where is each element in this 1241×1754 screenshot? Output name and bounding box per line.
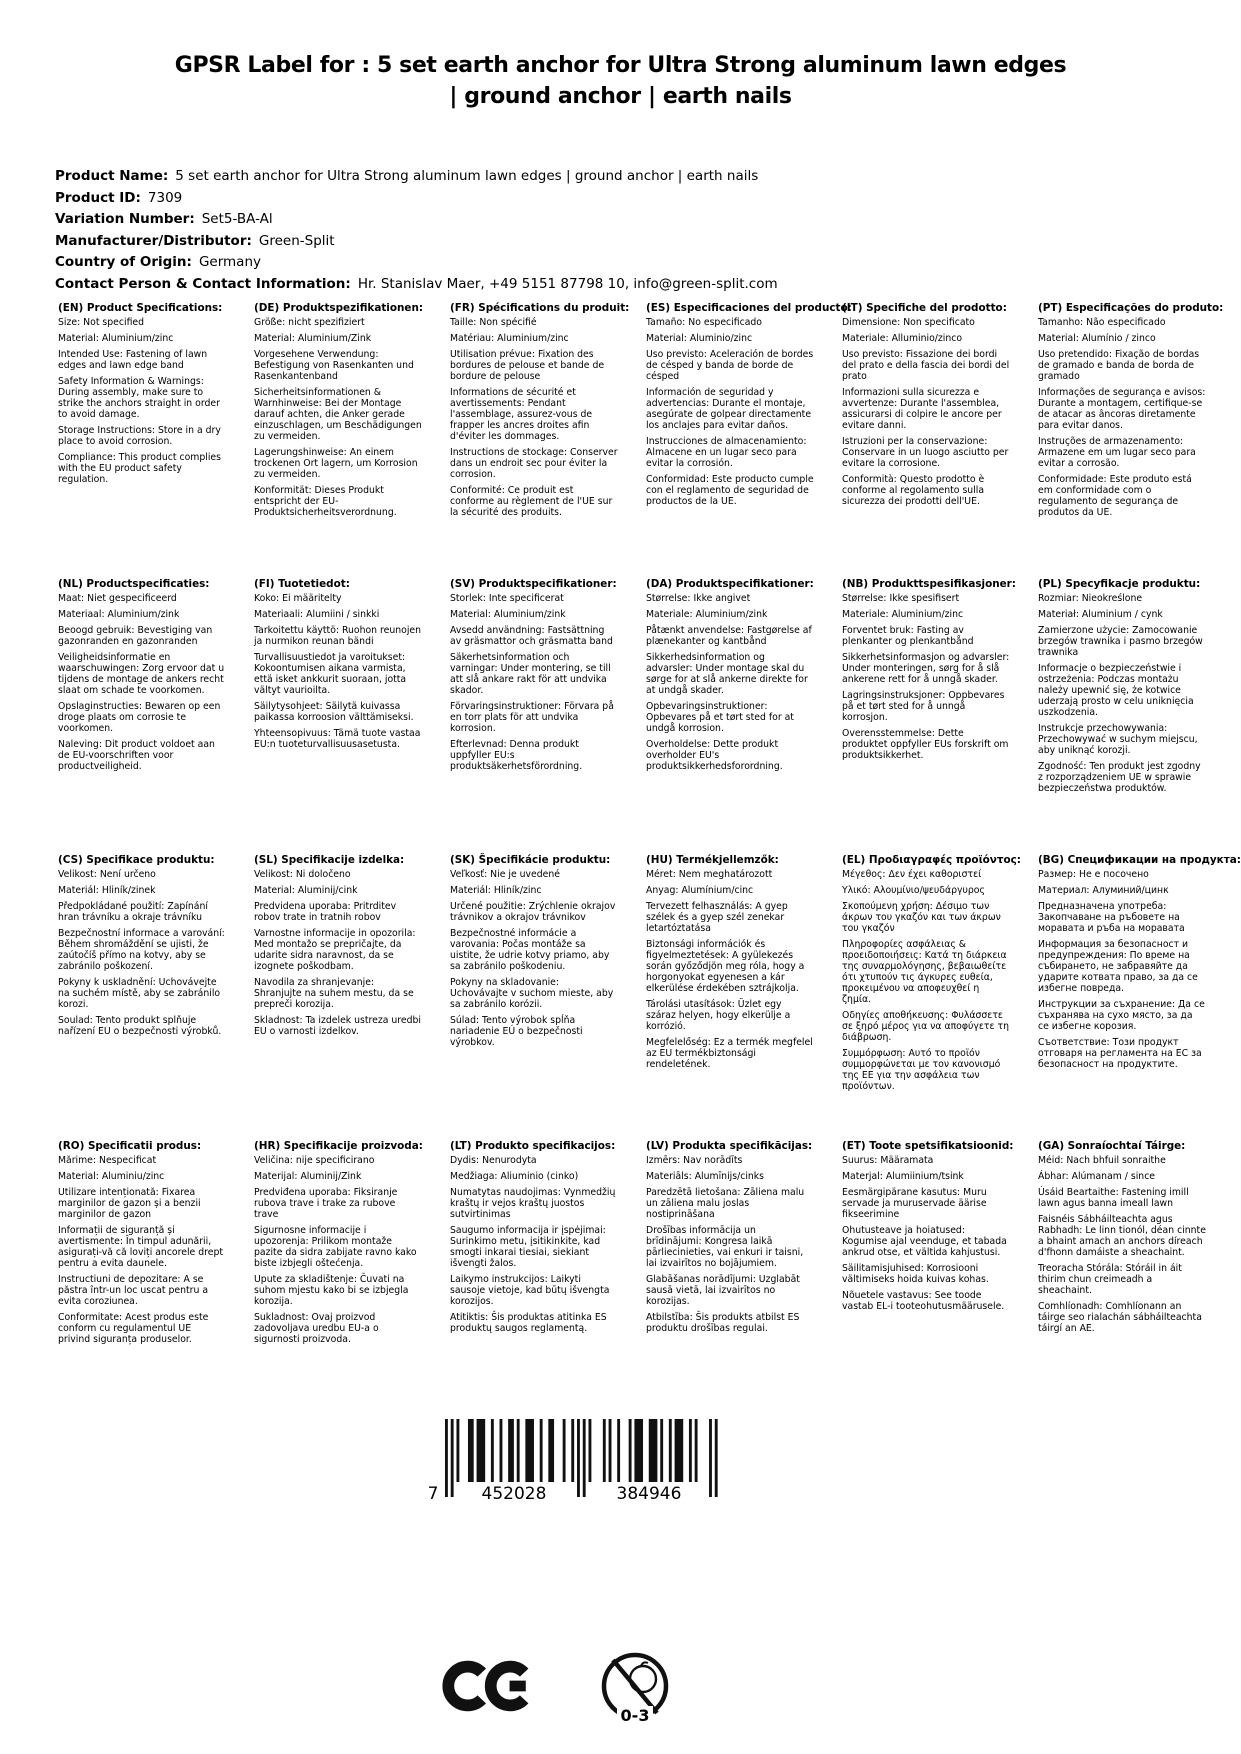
barcode-digit-prefix: 7	[427, 1484, 439, 1504]
spec-paragraph: Numatytas naudojimas: Vynmedžių kraštų ir vejos kraštų juostos sutvirtinimas	[450, 1187, 616, 1220]
lang-section-heading: (DE) Produktspezifikationen:	[254, 302, 423, 314]
spec-paragraph: Sigurnosne informacije i upozorenja: Prilikom montaže pazite da sidra zabijate ravno kako biste izbjegli oštećenja.	[254, 1225, 417, 1269]
spec-paragraph: Materiāls: Alumīnijs/cinks	[646, 1171, 765, 1182]
lang-section-et	[842, 1140, 1023, 1350]
spec-paragraph: Mărime: Nespecificat	[58, 1155, 157, 1166]
spec-paragraph: Conformità: Questo prodotto è conforme al regolamento sulla sicurezza dei prodotti dell'UE.	[842, 474, 985, 507]
spec-paragraph: Säilitamisjuhised: Korrosiooni vältimiseks hoida kuivas kohas.	[842, 1263, 989, 1285]
spec-paragraph: Materijal: Aluminij/Zink	[254, 1171, 362, 1182]
spec-paragraph: Informações de segurança e avisos: Durante a montagem, certifique-se de atacar as âncoras diretamente para evitar danos.	[1038, 387, 1206, 431]
spec-paragraph: Eesmärgipärane kasutus: Muru servade ja muruservade äärise fikseerimine	[842, 1187, 987, 1220]
spec-paragraph: Taille: Non spécifié	[450, 317, 537, 328]
spec-paragraph: Konformität: Dieses Produkt entspricht der EU-Produktsicherheitsverordnung.	[254, 485, 397, 518]
spec-paragraph: Overensstemmelse: Dette produktet oppfyller EUs forskrift om produktsikkerhet.	[842, 728, 1009, 761]
spec-paragraph: Veiligheidsinformatie en waarschuwingen: Zorg ervoor dat u tijdens de montage de ankers recht slaat om schade te voorkomen.	[58, 652, 225, 696]
spec-paragraph: Materiál: Hliník/zinc	[450, 885, 542, 896]
lang-section-heading: (LV) Produkta specifikācijas:	[646, 1140, 813, 1152]
spec-paragraph: Navodila za shranjevanje: Shranjujte na suhem mestu, da se prepreči korozija.	[254, 977, 414, 1010]
lang-section-heading: (FR) Spécifications du produit:	[450, 302, 630, 314]
lang-section-heading: (SL) Specifikacije izdelka:	[254, 854, 405, 866]
spec-paragraph: Πληροφορίες ασφάλειας & προειδοποιήσεις: Κατά τη διάρκεια της συναρμολόγησης, βεβαιωθείτε ότι χτυπούν τις άγκυρες ευθεία, προκειμένου να αποφευχθεί η ζημία.	[842, 939, 1007, 1005]
spec-paragraph: Informacje o bezpieczeństwie i ostrzeżenia: Podczas montażu należy upewnić się, że kotwice uderzają prosto w celu uniknięcia uszkodzenia.	[1038, 663, 1194, 718]
spec-paragraph: Σκοπούμενη χρήση: Δέσιμο των άκρων του γκαζόν και των άκρων του γκαζόν	[842, 901, 1001, 934]
page-title: GPSR Label for : 5 set earth anchor for Ultra Strong aluminum lawn edges | ground anchor | earth nails	[174, 53, 1067, 109]
lang-section-heading: (GA) Sonraíochtaí Táirge:	[1038, 1140, 1186, 1152]
lang-section-es	[646, 302, 852, 578]
spec-paragraph: Biztonsági információk és figyelmeztetések: A gyülekezés során győződjön meg róla, hogy a horgonyokat egyenesen a kár elkerülése érdekében sztrájkolja.	[646, 939, 805, 994]
spec-paragraph: Conformité: Ce produit est conforme au règlement de l'UE sur la sécurité des produits.	[450, 485, 613, 518]
lang-section-nb	[842, 578, 1023, 854]
lang-section-heading: (IT) Specifiche del prodotto:	[842, 302, 1007, 314]
spec-paragraph: Förvaringsinstruktioner: Förvara på en torr plats för att undvika korrosion.	[450, 701, 614, 734]
spec-paragraph: Varnostne informacije in opozorila: Med montažo se prepričajte, da udarite sidra naravnost, da se izognete poškodbam.	[254, 928, 416, 972]
info-label: Product ID:	[55, 189, 141, 206]
spec-paragraph: Faisnéis Sábháilteachta agus Rabhadh: Le linn tionól, déan cinnte a bhaint amach an anchors díreach d'fhonn damáiste a sheachaint.	[1038, 1214, 1206, 1258]
info-label: Product Name:	[55, 168, 169, 184]
spec-paragraph: Rozmiar: Nieokreślone	[1038, 593, 1143, 604]
spec-paragraph: Istruzioni per la conservazione: Conservare in un luogo asciutto per evitare la corrosione.	[842, 436, 1009, 469]
spec-paragraph: Υλικό: Αλουμίνιο/ψευδάργυρος	[842, 885, 985, 896]
info-value: 5 set earth anchor for Ultra Strong aluminum lawn edges | ground anchor | earth nails	[175, 168, 759, 184]
spec-paragraph: Bezpečnostní informace a varování: Během shromáždění se ujisti, že zaútočíš přímo na kotvy, aby se zabránilo poškození.	[58, 928, 225, 972]
spec-paragraph: Laikymo instrukcijos: Laikyti sausoje vietoje, kad būtų išvengta korozijos.	[450, 1274, 610, 1307]
spec-paragraph: Velikost: Není určeno	[58, 869, 156, 880]
lang-section-el	[842, 854, 1023, 1140]
spec-paragraph: Materiale: Aluminium/zinc	[842, 609, 964, 620]
lang-section-hr	[254, 1140, 435, 1350]
lang-section-lv	[646, 1140, 827, 1350]
lang-section-pt	[1038, 302, 1224, 578]
spec-paragraph: Dimensione: Non specificato	[842, 317, 975, 328]
spec-paragraph: Opslaginstructies: Bewaren op een droge plaats om corrosie te voorkomen.	[58, 701, 221, 734]
info-value: Set5-BA-Al	[201, 211, 273, 227]
spec-paragraph: Conformidade: Este produto está em conformidade com o regulamento de segurança de produtos da UE.	[1038, 474, 1192, 518]
age-warning-0-3-icon	[597, 1649, 673, 1731]
spec-paragraph: Tarkoitettu käyttö: Ruohon reunojen ja nurmikon reunan bändi	[254, 625, 422, 647]
spec-paragraph: Ohutusteave ja hoiatused: Kogumise ajal veenduge, et tabada ankrud otse, et vältida kahjustusi.	[842, 1225, 1007, 1258]
spec-paragraph: Materiaali: Alumiini / sinkki	[254, 609, 380, 620]
spec-paragraph: Megfelelőség: Ez a termék megfelel az EU termékbiztonsági rendeletének.	[646, 1037, 813, 1070]
spec-paragraph: Sikkerhedsinformation og advarsler: Under montage skal du sørge for at slå ankerne direkte for at undgå skader.	[646, 652, 808, 696]
lang-section-heading: (PT) Especificações do produto:	[1038, 302, 1224, 314]
spec-paragraph: Atitiktis: Šis produktas atitinka ES produktų saugos reglamentą.	[450, 1312, 607, 1334]
spec-paragraph: Materjal: Alumiinium/tsink	[842, 1171, 964, 1182]
lang-section-heading: (DA) Produktspecifikationer:	[646, 578, 814, 590]
spec-paragraph: Zgodność: Ten produkt jest zgodny z rozporządzeniem UE w sprawie bezpieczeństwa produktów.	[1038, 761, 1201, 794]
spec-paragraph: Предназначена употреба: Закопчаване на ръбовете на моравата и ръба на моравата	[1038, 901, 1185, 934]
spec-paragraph: Materiale: Aluminium/zink	[646, 609, 768, 620]
lang-section-heading: (SK) Špecifikácie produktu:	[450, 854, 611, 866]
lang-section-heading: (NB) Produkttspesifikasjoner:	[842, 578, 1016, 590]
lang-section-heading: (CS) Specifikace produktu:	[58, 854, 215, 866]
spec-paragraph: Συμμόρφωση: Αυτό το προϊόν συμμορφώνεται με τον κανονισμό της ΕΕ για την ασφάλεια των προϊόντων.	[842, 1048, 1001, 1092]
info-label: Contact Person & Contact Information:	[55, 275, 351, 292]
spec-paragraph: Intended Use: Fastening of lawn edges and lawn edge band	[58, 349, 208, 371]
spec-paragraph: Material: Aluminio/zinc	[646, 333, 753, 344]
spec-paragraph: Tamaño: No especificado	[646, 317, 762, 328]
spec-paragraph: Úsáid Beartaithe: Fastening imill lawn agus banna imeall lawn	[1038, 1187, 1189, 1209]
spec-paragraph: Instrucciones de almacenamiento: Almacene en un lugar seco para evitar la corrosión.	[646, 436, 807, 469]
spec-paragraph: Размер: Не е посочено	[1038, 869, 1149, 880]
lang-section-ro	[58, 1140, 239, 1350]
spec-paragraph: Zamierzone użycie: Zamocowanie brzegów trawnika i pasmo brzegów trawnika	[1038, 625, 1203, 658]
spec-paragraph: Vorgesehene Verwendung: Befestigung von Rasenkanten und Rasenkantenband	[254, 349, 414, 382]
spec-paragraph: Size: Not specified	[58, 317, 145, 328]
spec-paragraph: Materiál: Hliník/zinek	[58, 885, 156, 896]
ean13-barcode	[425, 1419, 725, 1521]
info-label: Variation Number:	[55, 211, 195, 227]
spec-paragraph: Материал: Алуминий/цинк	[1038, 885, 1169, 896]
spec-paragraph: Material: Aluminij/cink	[254, 885, 358, 896]
spec-paragraph: Størrelse: Ikke angivet	[646, 593, 751, 604]
spec-paragraph: Conformidad: Este producto cumple con el reglamento de seguridad de productos de la UE.	[646, 474, 814, 507]
lang-section-pl	[1038, 578, 1219, 854]
lang-section-heading: (EN) Product Specifications:	[58, 302, 223, 314]
spec-paragraph: Naleving: Dit product voldoet aan de EU-voorschriften voor productveiligheid.	[58, 739, 215, 772]
info-label: Country of Origin:	[55, 254, 192, 270]
lang-section-fr	[450, 302, 631, 578]
lang-section-lt	[450, 1140, 631, 1350]
info-line	[55, 274, 778, 296]
lang-section-da	[646, 578, 827, 854]
spec-paragraph: Opbevaringsinstruktioner: Opbevares på et tørt sted for at undgå korrosion.	[646, 701, 794, 734]
spec-paragraph: Yhteensopivuus: Tämä tuote vastaa EU:n tuoteturvallisuusasetusta.	[254, 728, 421, 750]
spec-paragraph: Sukladnost: Ovaj proizvod zadovoljava uredbu EU-a o sigurnosti proizvoda.	[254, 1312, 379, 1345]
lang-section-heading: (FI) Tuotetiedot:	[254, 578, 350, 590]
ce-mark-icon	[441, 1657, 533, 1719]
barcode-digits-right: 384946	[616, 1484, 682, 1504]
spec-paragraph: Μέγεθος: Δεν έχει καθοριστεί	[842, 869, 982, 880]
spec-paragraph: Materiale: Alluminio/zinco	[842, 333, 963, 344]
spec-paragraph: Informazioni sulla sicurezza e avvertenze: Durante l'assemblea, assicurarsi di colpire le ancore per evitare danni.	[842, 387, 1002, 431]
spec-paragraph: Předpokládané použití: Zapínání hran trávníku a okraje trávníku	[58, 901, 208, 923]
lang-section-heading: (SV) Produktspecifikationer:	[450, 578, 617, 590]
lang-section-heading: (LT) Produkto specifikacijos:	[450, 1140, 616, 1152]
spec-paragraph: Atbilstība: Šis produkts atbilst ES produktu drošības regulai.	[646, 1312, 800, 1334]
lang-section-hu	[646, 854, 827, 1140]
spec-paragraph: Suurus: Määramata	[842, 1155, 934, 1166]
spec-paragraph: Påtænkt anvendelse: Fastgørelse af plænekanter og kantbånd	[646, 625, 812, 647]
spec-paragraph: Sikkerhetsinformasjon og advarsler: Under monteringen, sørg for å slå ankerene rett for å unngå skader.	[842, 652, 1010, 685]
spec-paragraph: Material: Alumínio / zinco	[1038, 333, 1156, 344]
spec-paragraph: Materiał: Aluminium / cynk	[1038, 609, 1163, 620]
lang-section-sl	[254, 854, 435, 1140]
spec-paragraph: Nõuetele vastavus: See toode vastab EL-i tooteohutusmäärusele.	[842, 1290, 1005, 1312]
spec-paragraph: Turvallisuustiedot ja varoitukset: Kokoontumisen aikana varmista, että isket ankkurit suoraan, jotta vältyt vaurioilta.	[254, 652, 407, 696]
spec-paragraph: Instructions de stockage: Conserver dans un endroit sec pour éviter la corrosion.	[450, 447, 618, 480]
spec-paragraph: Paredzētā lietošana: Zāliena malu un zāliena malu joslas nostiprināšana	[646, 1187, 805, 1220]
spec-paragraph: Material: Aluminiu/zinc	[58, 1171, 165, 1182]
lang-section-ga	[1038, 1140, 1219, 1350]
spec-paragraph: Säkerhetsinformation och varningar: Under montering, se till att slå ankare rakt för att undvika skador.	[450, 652, 611, 696]
spec-paragraph: Compliance: This product complies with the EU product safety regulation.	[58, 452, 221, 485]
spec-paragraph: Pokyny na skladovanie: Uchovávajte v suchom mieste, aby sa zabránilo korózii.	[450, 977, 614, 1010]
spec-paragraph: Uso pretendido: Fixação de bordas de gramado e banda de borda de gramado	[1038, 349, 1200, 382]
info-value: Hr. Stanislav Maer, +49 5151 87798 10, info@green-split.com	[357, 275, 778, 292]
lang-section-sk	[450, 854, 631, 1140]
spec-paragraph: Efterlevnad: Denna produkt uppfyller EU:s produktsäkerhetsförordning.	[450, 739, 583, 772]
lang-section-heading: (HU) Termékjellemzők:	[646, 854, 779, 866]
lang-section-sv	[450, 578, 631, 854]
info-line	[55, 231, 778, 253]
spec-paragraph: Οδηγίες αποθήκευσης: Φυλάσσετε σε ξηρό μέρος για να αποφύγετε τη διάβρωση.	[842, 1010, 1009, 1043]
spec-paragraph: Pokyny k uskladnění: Uchovávejte na suchém místě, aby se zabránilo korozi.	[58, 977, 221, 1010]
spec-paragraph: Säilytysohjeet: Säilytä kuivassa paikassa korroosion välttämiseksi.	[254, 701, 414, 723]
spec-paragraph: Súlad: Tento výrobok spĺňa nariadenie EÚ o bezpečnosti výrobkov.	[450, 1015, 583, 1048]
spec-paragraph: Tárolási utasítások: Üzlet egy száraz helyen, hogy elkerülje a korrózió.	[646, 999, 791, 1032]
spec-paragraph: Comhlíonadh: Comhlíonann an táirge seo rialachán sábháilteachta táirgí an AE.	[1038, 1301, 1202, 1334]
spec-paragraph: Instructiuni de depozitare: A se păstra într-un loc uscat pentru a evita coroziunea.	[58, 1274, 209, 1307]
lang-section-heading: (HR) Specifikacije proizvoda:	[254, 1140, 423, 1152]
spec-paragraph: Soulad: Tento produkt splňuje nařízení EU o bezpečnosti výrobků.	[58, 1015, 222, 1037]
spec-paragraph: Tamanho: Não especificado	[1038, 317, 1166, 328]
info-line	[55, 209, 778, 231]
spec-paragraph: Predviđena uporaba: Fiksiranje rubova trave i trake za rubove trave	[254, 1187, 398, 1220]
spec-paragraph: Conformitate: Acest produs este conform cu regulamentul UE privind siguranța produselor.	[58, 1312, 209, 1345]
info-value: 7309	[147, 189, 183, 206]
spec-paragraph: Utilizare intenționată: Fixarea marginilor de gazon și a benzii marginilor de gazon	[58, 1187, 201, 1220]
spec-paragraph: Lagerungshinweise: An einem trockenen Ort lagern, um Korrosion zu vermeiden.	[254, 447, 418, 480]
spec-paragraph: Инструкции за съхранение: Да се съхранява на сухо място, за да се избегне корозия.	[1038, 999, 1205, 1032]
spec-paragraph: Beoogd gebruik: Bevestiging van gazonranden en gazonranden	[58, 625, 213, 647]
spec-paragraph: Saugumo informacija ir įspėjimai: Surinkimo metu, įsitikinkite, kad smogti inkarai tiesiai, siekiant išvengti žalos.	[450, 1225, 606, 1269]
spec-paragraph: Съответствие: Този продукт отговаря на регламента на ЕС за безопасност на продуктите.	[1038, 1037, 1202, 1070]
spec-paragraph: Instrukcje przechowywania: Przechowywać w suchym miejscu, aby uniknąć korozji.	[1038, 723, 1198, 756]
spec-paragraph: Ábhar: Alúmanam / since	[1038, 1171, 1156, 1182]
info-value: Germany	[198, 254, 261, 270]
spec-paragraph: Informații de siguranță și avertismente: În timpul adunării, asigurați-vă că loviți ancorele drept pentru a evita daunele.	[58, 1225, 223, 1269]
info-line	[55, 252, 778, 274]
lang-section-heading: (EL) Προδιαγραφές προϊόντος:	[842, 854, 1021, 866]
spec-paragraph: Информация за безопасност и предупреждения: По време на събирането, не забравяйте да ударите котвата право, за да се избегне повреда.	[1038, 939, 1198, 994]
spec-paragraph: Méret: Nem meghatározott	[646, 869, 773, 880]
spec-paragraph: Forventet bruk: Fasting av plenkanter og plenkantbånd	[842, 625, 974, 647]
spec-paragraph: Safety Information & Warnings: During assembly, make sure to strike the anchors straight in order to avoid damage.	[58, 376, 220, 420]
spec-paragraph: Avsedd användning: Fastsättning av gräsmattor och gräsmatta band	[450, 625, 613, 647]
spec-paragraph: Uso previsto: Aceleración de bordes de césped y banda de borde de césped	[646, 349, 814, 382]
lang-section-de	[254, 302, 435, 578]
product-info	[55, 166, 778, 295]
spec-paragraph: Velikost: Ni določeno	[254, 869, 351, 880]
spec-paragraph: Informations de sécurité et avertissements: Pendant l'assemblage, assurez-vous de frapper les ancres droites afin d'éviter les dommages.	[450, 387, 593, 442]
spec-paragraph: Utilisation prévue: Fixation des bordures de pelouse et bande de bordure de pelouse	[450, 349, 605, 382]
info-line	[55, 188, 778, 210]
spec-paragraph: Uso previsto: Fissazione dei bordi del prato e della fascia dei bordi del prato	[842, 349, 1010, 382]
lang-section-it	[842, 302, 1023, 578]
spec-paragraph: Overholdelse: Dette produkt overholder EU's produktsikkerhedsforordning.	[646, 739, 783, 772]
lang-section-bg	[1038, 854, 1241, 1140]
language-sections-grid	[58, 302, 1241, 1350]
spec-paragraph: Skladnost: Ta izdelek ustreza uredbi EU o varnosti izdelkov.	[254, 1015, 422, 1037]
spec-paragraph: Medžiaga: Aliuminio (cinko)	[450, 1171, 579, 1182]
spec-paragraph: Upute za skladištenje: Čuvati na suhom mjestu kako bi se izbjegla korozija.	[254, 1274, 409, 1307]
spec-paragraph: Lagringsinstruksjoner: Oppbevares på et tørt sted for å unngå korrosjon.	[842, 690, 1005, 723]
lang-section-heading: (ES) Especificaciones del producto:	[646, 302, 852, 314]
barcode-digits-left: 452028	[481, 1484, 547, 1504]
lang-section-en	[58, 302, 239, 578]
lang-section-heading: (NL) Productspecificaties:	[58, 578, 210, 590]
info-line	[55, 166, 778, 188]
lang-section-heading: (BG) Спецификации на продукта:	[1038, 854, 1241, 866]
spec-paragraph: Koko: Ei määritelty	[254, 593, 342, 604]
lang-section-heading: (RO) Specificatii produs:	[58, 1140, 202, 1152]
spec-paragraph: Veľkosť: Nie je uvedené	[450, 869, 560, 880]
spec-paragraph: Instruções de armazenamento: Armazene em um lugar seco para evitar a corrosão.	[1038, 436, 1196, 469]
lang-section-fi	[254, 578, 435, 854]
spec-paragraph: Glabāšanas norādījumi: Uzglabāt sausā vietā, lai izvairītos no korozijas.	[646, 1274, 800, 1307]
info-value: Green-Split	[258, 232, 335, 249]
spec-paragraph: Matériau: Aluminium/zinc	[450, 333, 569, 344]
spec-paragraph: Größe: nicht spezifiziert	[254, 317, 365, 328]
lang-section-nl	[58, 578, 239, 854]
spec-paragraph: Treoracha Stórála: Stóráil in áit thirim chun creimeadh a sheachaint.	[1038, 1263, 1182, 1296]
lang-section-cs	[58, 854, 239, 1140]
spec-paragraph: Veličina: nije specificirano	[254, 1155, 375, 1166]
spec-paragraph: Material: Aluminium/zink	[450, 609, 566, 620]
spec-paragraph: Maat: Niet gespecificeerd	[58, 593, 177, 604]
spec-paragraph: Dydis: Nenurodyta	[450, 1155, 537, 1166]
spec-paragraph: Drošības informācija un brīdinājumi: Kongresa laikā pārliecinieties, vai enkuri ir taisni, lai izvairītos no bojājumiem.	[646, 1225, 804, 1269]
spec-paragraph: Storlek: Inte specificerat	[450, 593, 564, 604]
spec-paragraph: Størrelse: Ikke spesifisert	[842, 593, 960, 604]
spec-paragraph: Materiaal: Aluminium/zink	[58, 609, 180, 620]
spec-paragraph: Izmērs: Nav norādīts	[646, 1155, 743, 1166]
spec-paragraph: Tervezett felhasználás: A gyep szélek és a gyep szél zenekar letartóztatása	[646, 901, 788, 934]
spec-paragraph: Información de seguridad y advertencias: Durante el montaje, asegúrate de golpear directamente los anclajes para evitar daños.	[646, 387, 812, 431]
info-label: Manufacturer/Distributor:	[55, 232, 252, 249]
spec-paragraph: Sicherheitsinformationen & Warnhinweise: Bei der Montage darauf achten, die Anker gerade einzuschlagen, um Beschädigungen zu vermeiden.	[254, 387, 422, 442]
spec-paragraph: Material: Aluminium/zinc	[58, 333, 174, 344]
lang-section-heading: (PL) Specyfikacje produktu:	[1038, 578, 1201, 590]
spec-paragraph: Anyag: Alumínium/cinc	[646, 885, 754, 896]
spec-paragraph: Bezpečnostné informácie a varovania: Počas montáže sa uistite, že udrie kotvy priamo, aby sa zabránilo poškodeniu.	[450, 928, 610, 972]
spec-paragraph: Určené použitie: Zrýchlenie okrajov trávnikov a okrajov trávnikov	[450, 901, 616, 923]
spec-paragraph: Predvidena uporaba: Pritrditev robov trate in tratnih robov	[254, 901, 397, 923]
spec-paragraph: Storage Instructions: Store in a dry place to avoid corrosion.	[58, 425, 221, 447]
spec-paragraph: Méid: Nach bhfuil sonraithe	[1038, 1155, 1166, 1166]
spec-paragraph: Material: Aluminium/Zink	[254, 333, 372, 344]
lang-section-heading: (ET) Toote spetsifikatsioonid:	[842, 1140, 1014, 1152]
age-warning-label: 0-3	[620, 1706, 650, 1725]
